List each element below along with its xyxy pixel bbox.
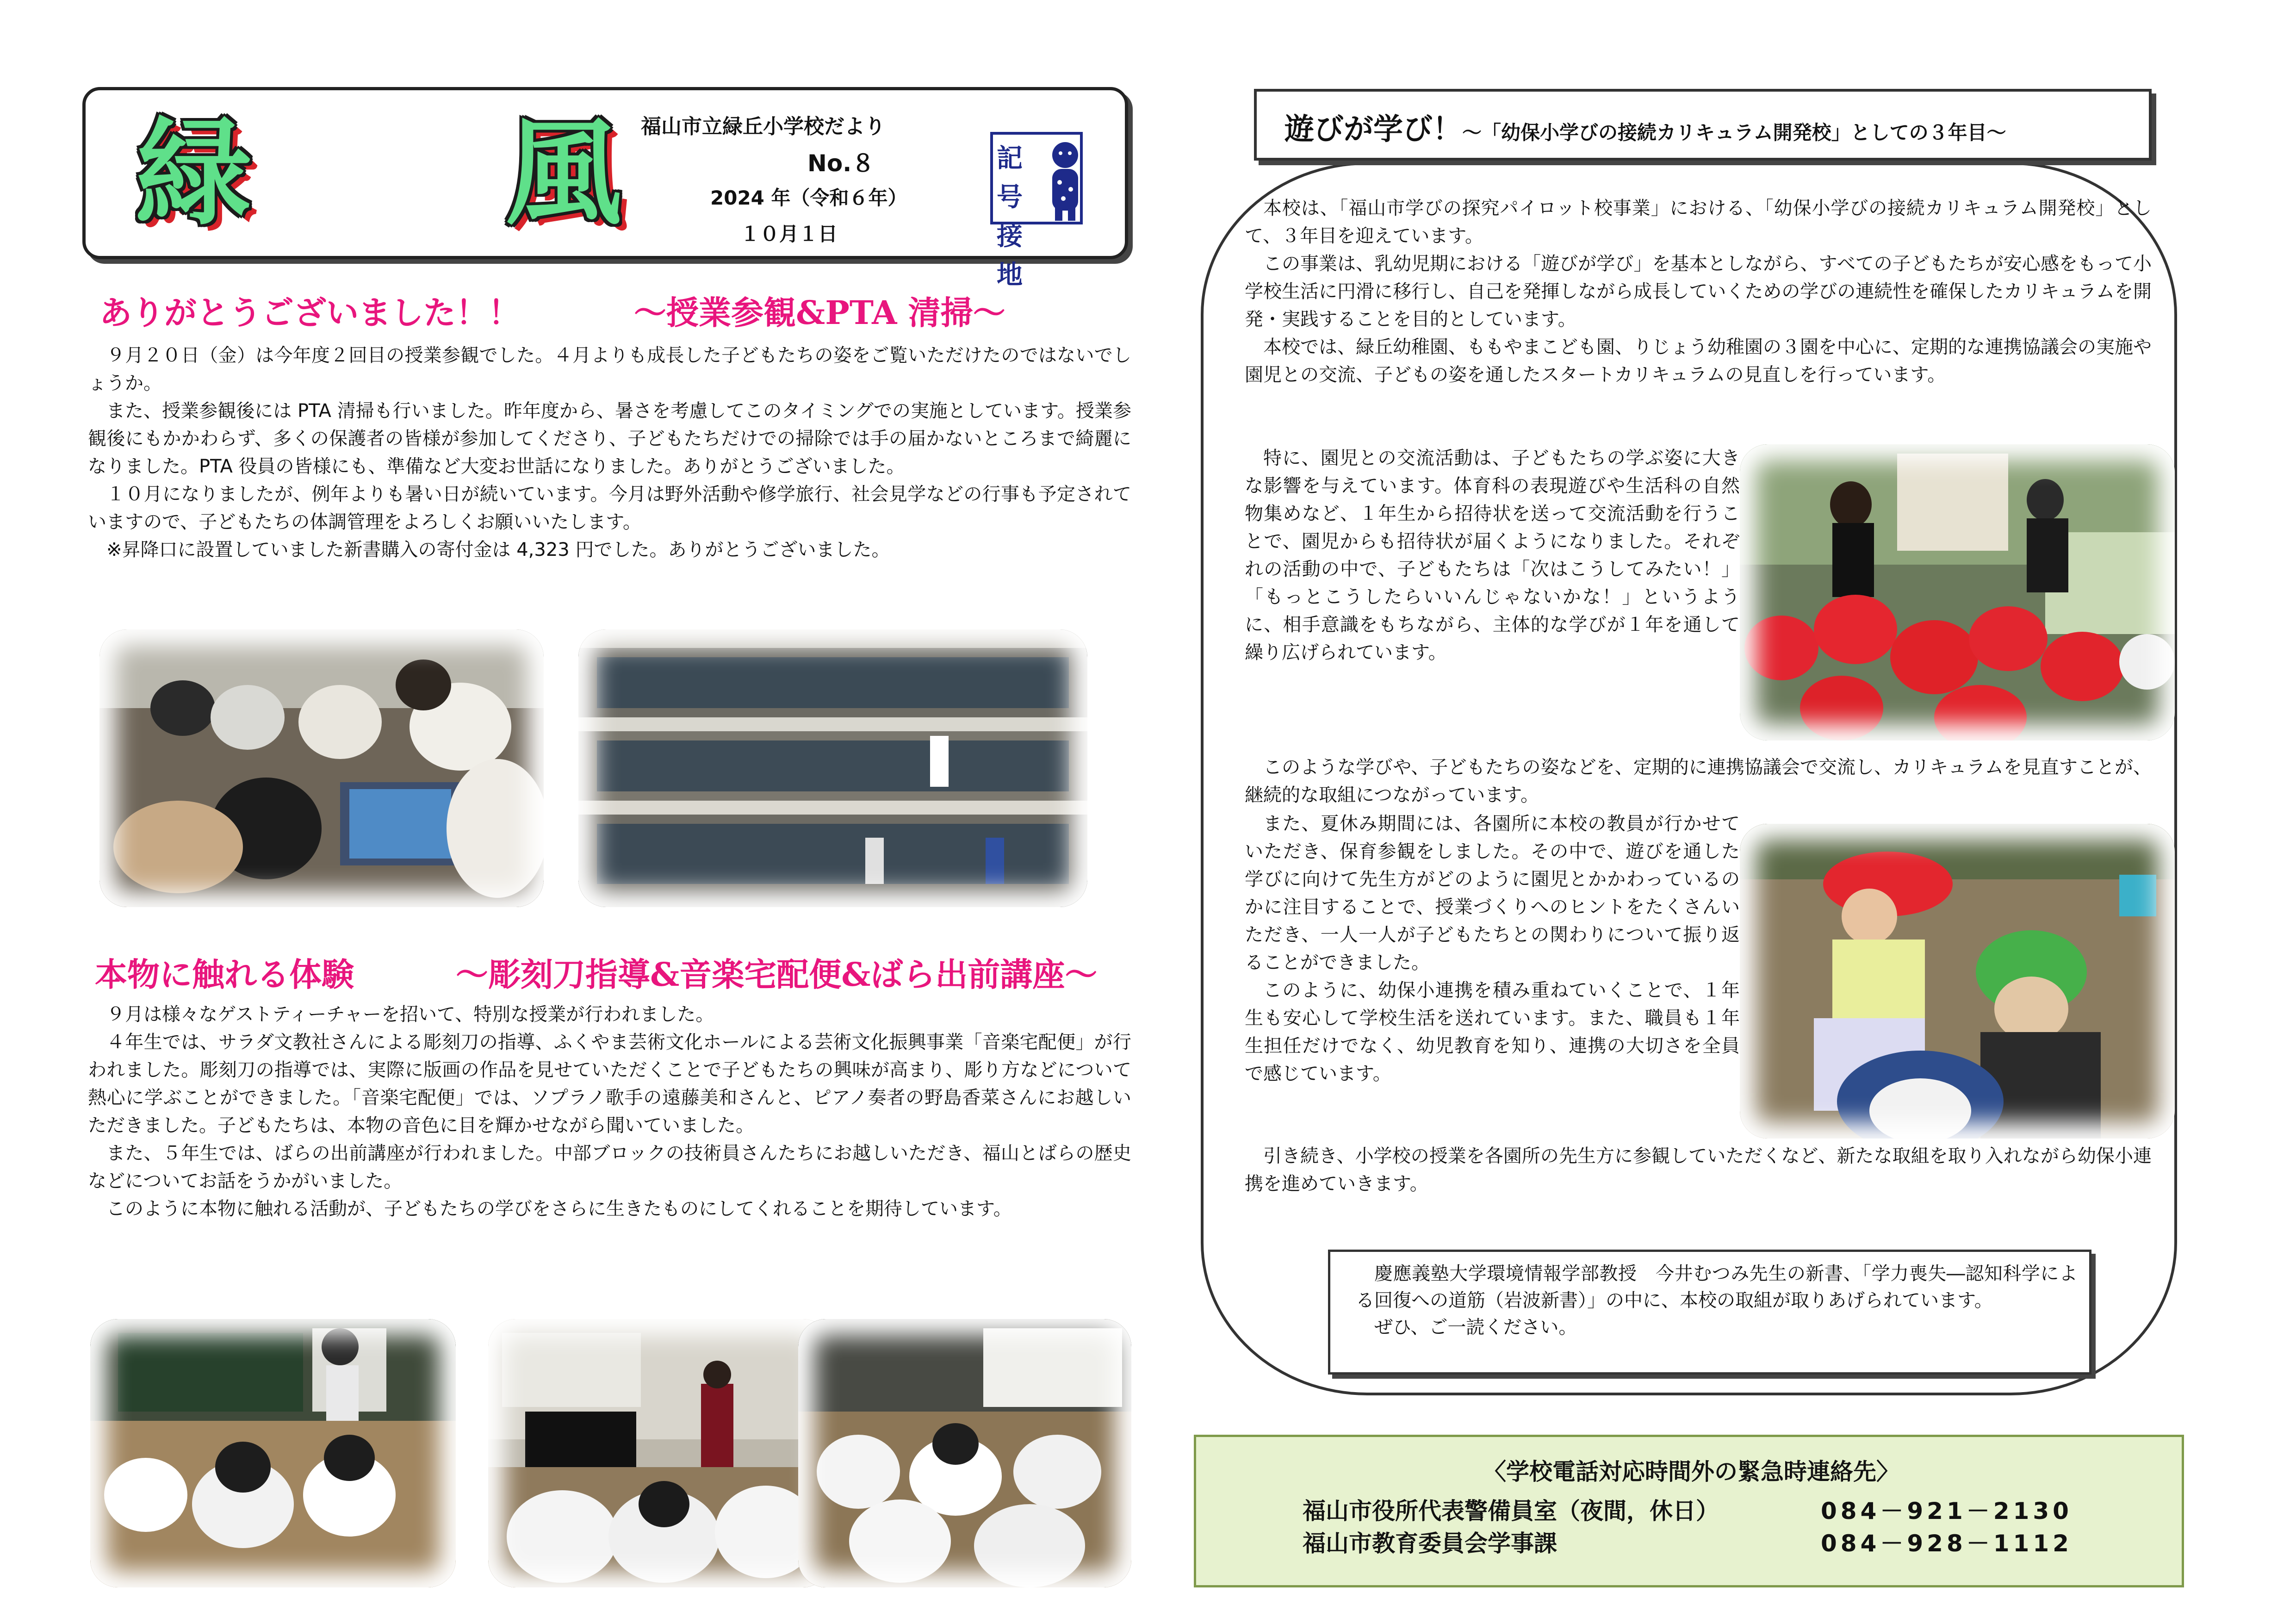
photo-nursery-observation [1740, 824, 2175, 1139]
right-body-exchange [1245, 444, 1740, 666]
section1-paragraph: ※昇降口に設置していました新書購入の寄付金は 4,323 円でした。ありがとうございました。 [106, 539, 890, 560]
section1-paragraph: ９月２０日（金）は今年度２回目の授業参観でした。４月よりも成長した子どもたちの姿をご覧いただけたのではないでしょうか。 [88, 345, 1131, 394]
emergency-title: 〈学校電話対応時間外の緊急時連絡先〉 [1483, 1458, 1899, 1485]
photo-rose-lecture-image [798, 1319, 1131, 1587]
section1-paragraph: １０月になりましたが、例年よりも暑い日が続いています。今月は野外活動や修学旅行、社会見学などの行事も予定されていますので、子どもたちの体調管理をよろしくお願いいたします。 [88, 484, 1131, 533]
right-subtitle: ～「幼保小学びの接続カリキュラム開発校」としての３年目～ [1462, 121, 2006, 144]
photo-music-delivery [488, 1319, 831, 1587]
right-paragraph: 本校は、「福山市学びの探究パイロット校事業」における、「幼保小学びの接続カリキュラム開発校」として、３年目を迎えています。 [1245, 198, 2152, 247]
photo-pta-cleaning [578, 629, 1087, 907]
book-mention-paragraph: 慶應義塾大学環境情報学部教授 今井むつみ先生の新書、「学力喪失―認知科学による回復への道筋（岩波新書）」の中に、本校の取組が取りあげられています。 [1356, 1263, 2078, 1311]
right-body-summer [1245, 810, 1740, 1088]
kigou-badge [990, 132, 1083, 290]
right-title-line [1285, 106, 2006, 148]
right-paragraph: また、夏休み期間には、各園所に本校の教員が行かせていただき、保育参観をしました。その中で、遊びを通した学びに向けて先生方がどのように園児とかかわっているのかに注目することで、授業づくりへのヒントをたくさんいただき、一人一人が子どもたちとの関わりについて振り返ることができました。 [1245, 813, 1740, 973]
right-paragraph: この事業は、乳幼児期における「遊びが学び」を基本としながら、すべての子どもたちが安心感をもって小学校生活に円滑に移行し、自己を発揮しながら成長していくための学びの連続性を確保したカリキュラムを開発・実践することを目的としています。 [1245, 253, 2152, 330]
emergency-contact-name: 福山市役所代表警備員室（夜間，休日） [1303, 1498, 1719, 1524]
newsletter-title: 緑 風 [136, 105, 691, 241]
school-name: 福山市立緑丘小学校だより [641, 115, 885, 138]
right-paragraph: このように、幼保小連携を積み重ねていくことで、１年生も安心して学校生活を送れています。また、職員も１年生担任だけでなく、幼児教育を知り、連携の大切さを全員で感じています。 [1245, 980, 1740, 1084]
photo-kindergarten-exchange-image [1740, 444, 2175, 740]
section2-paragraph: ４年生では、サラダ文教社さんによる彫刻刀の指導、ふくやま芸術文化ホールによる芸術文化振興事業「音楽宅配便」が行われました。彫刻刀の指導では、実際に版画の作品を見せていただくことで子どもたちの興味が高まり、彫り方などについて熱心に学ぶことができました。「音楽宅配便」では、ソプラノ歌手の遠藤美和さんと、ピアノ奏者の野島香菜さんにお越しいただきました。子どもたちは、本物の音色に目を輝かせながら聞いていました。 [88, 1032, 1131, 1136]
kigou-badge-text: 記号接地 [997, 143, 1023, 290]
right-title-box [1254, 89, 2152, 161]
book-mention-paragraph: ぜひ、ご一読ください。 [1374, 1317, 1577, 1338]
right-paragraph: 引き続き、小学校の授業を各園所の先生方に参観していただくなど、新たな取組を取り入れながら幼保小連携を進めていきます。 [1245, 1145, 2152, 1195]
photo-carving-lesson [90, 1319, 456, 1587]
right-paragraph: 特に、園児との交流活動は、子どもたちの学ぶ姿に大きな影響を与えています。体育科の表現遊びや生活科の自然物集めなど、１年生から招待状を送って交流活動を行うことで、園児からも招待状が届くようになりました。それぞれの活動の中で、子どもたちは「次はこうしてみたい！」「もっとこうしたらいいんじゃないかな！」というように、相手意識をもちながら、主体的な学びが１年を通して繰り広げられています。 [1245, 448, 1740, 663]
issue-year: 2024 年（令和６年） [710, 187, 907, 209]
emergency-contact-box [1194, 1435, 2184, 1587]
section2-paragraph: ９月は様々なゲストティーチャーを招いて、特別な授業が行われました。 [106, 1004, 714, 1025]
right-body-council [1245, 753, 2152, 809]
emergency-contact-name: 福山市教育委員会学事課 [1303, 1530, 1557, 1557]
photo-nursery-observation-image [1740, 824, 2175, 1139]
photo-carving-lesson-image [90, 1319, 456, 1587]
photo-music-delivery-image [488, 1319, 831, 1587]
photo-classroom-observation [99, 629, 544, 907]
right-body-intro [1245, 194, 2152, 389]
right-paragraph: 本校では、緑丘幼稚園、ももやまこども園、りじょう幼稚園の３園を中心に、定期的な連携協議会の実施や園児との交流、子どもの姿を通したスタートカリキュラムの見直しを行っています。 [1245, 336, 2152, 386]
right-title: 遊びが学び！ [1285, 112, 1462, 147]
photo-rose-lecture [798, 1319, 1131, 1587]
book-mention-text [1356, 1260, 2078, 1341]
section2-paragraph: また、５年生では、ばらの出前講座が行われました。中部ブロックの技術員さんたちにお越しいただき、福山とばらの歴史などについてお話をうかがいました。 [88, 1143, 1131, 1192]
issue-date: １０月１日 [740, 223, 838, 245]
right-paragraph: このような学びや、子どもたちの姿などを、定期的に連携協議会で交流し、カリキュラムを見直すことが、継続的な取組につながっています。 [1245, 757, 2152, 806]
photo-pta-cleaning-image [578, 629, 1087, 907]
section1-body [88, 342, 1131, 564]
masthead [82, 87, 1128, 290]
issue-number: No.８ [807, 150, 875, 177]
right-body-closing [1245, 1142, 2152, 1198]
section2-subtitle: ～彫刻刀指導&音楽宅配便&ばら出前講座～ [456, 955, 1098, 994]
section1-subtitle: ～授業参観&PTA 清掃～ [634, 293, 1005, 332]
section1-paragraph: また、授業参観後には PTA 清掃も行いました。昨年度から、暑さを考慮してこのタイミングでの実施としています。授業参観後にもかかわらず、多くの保護者の皆様が参加してくださり、子どもたちだけでの掃除では手の届かないところまで綺麗になりました。PTA 役員の皆様にも、準備など大変お世話になりました。ありがとうございました。 [88, 400, 1131, 477]
section2-paragraph: このように本物に触れる活動が、子どもたちの学びをさらに生きたものにしてくれることを期待しています。 [106, 1198, 1012, 1220]
emergency-contact-phone: 084－921－2130 [1821, 1498, 2073, 1524]
book-mention-box [1328, 1250, 2091, 1375]
section1-title: ありがとうございました！！ [99, 293, 521, 332]
emergency-contact-phone: 084－928－1112 [1821, 1530, 2073, 1557]
character-icon [1049, 138, 1082, 222]
photo-classroom-observation-image [99, 629, 544, 907]
section2-body [88, 1001, 1131, 1223]
section2-title: 本物に触れる体験 [95, 955, 354, 994]
photo-kindergarten-exchange [1740, 444, 2175, 740]
